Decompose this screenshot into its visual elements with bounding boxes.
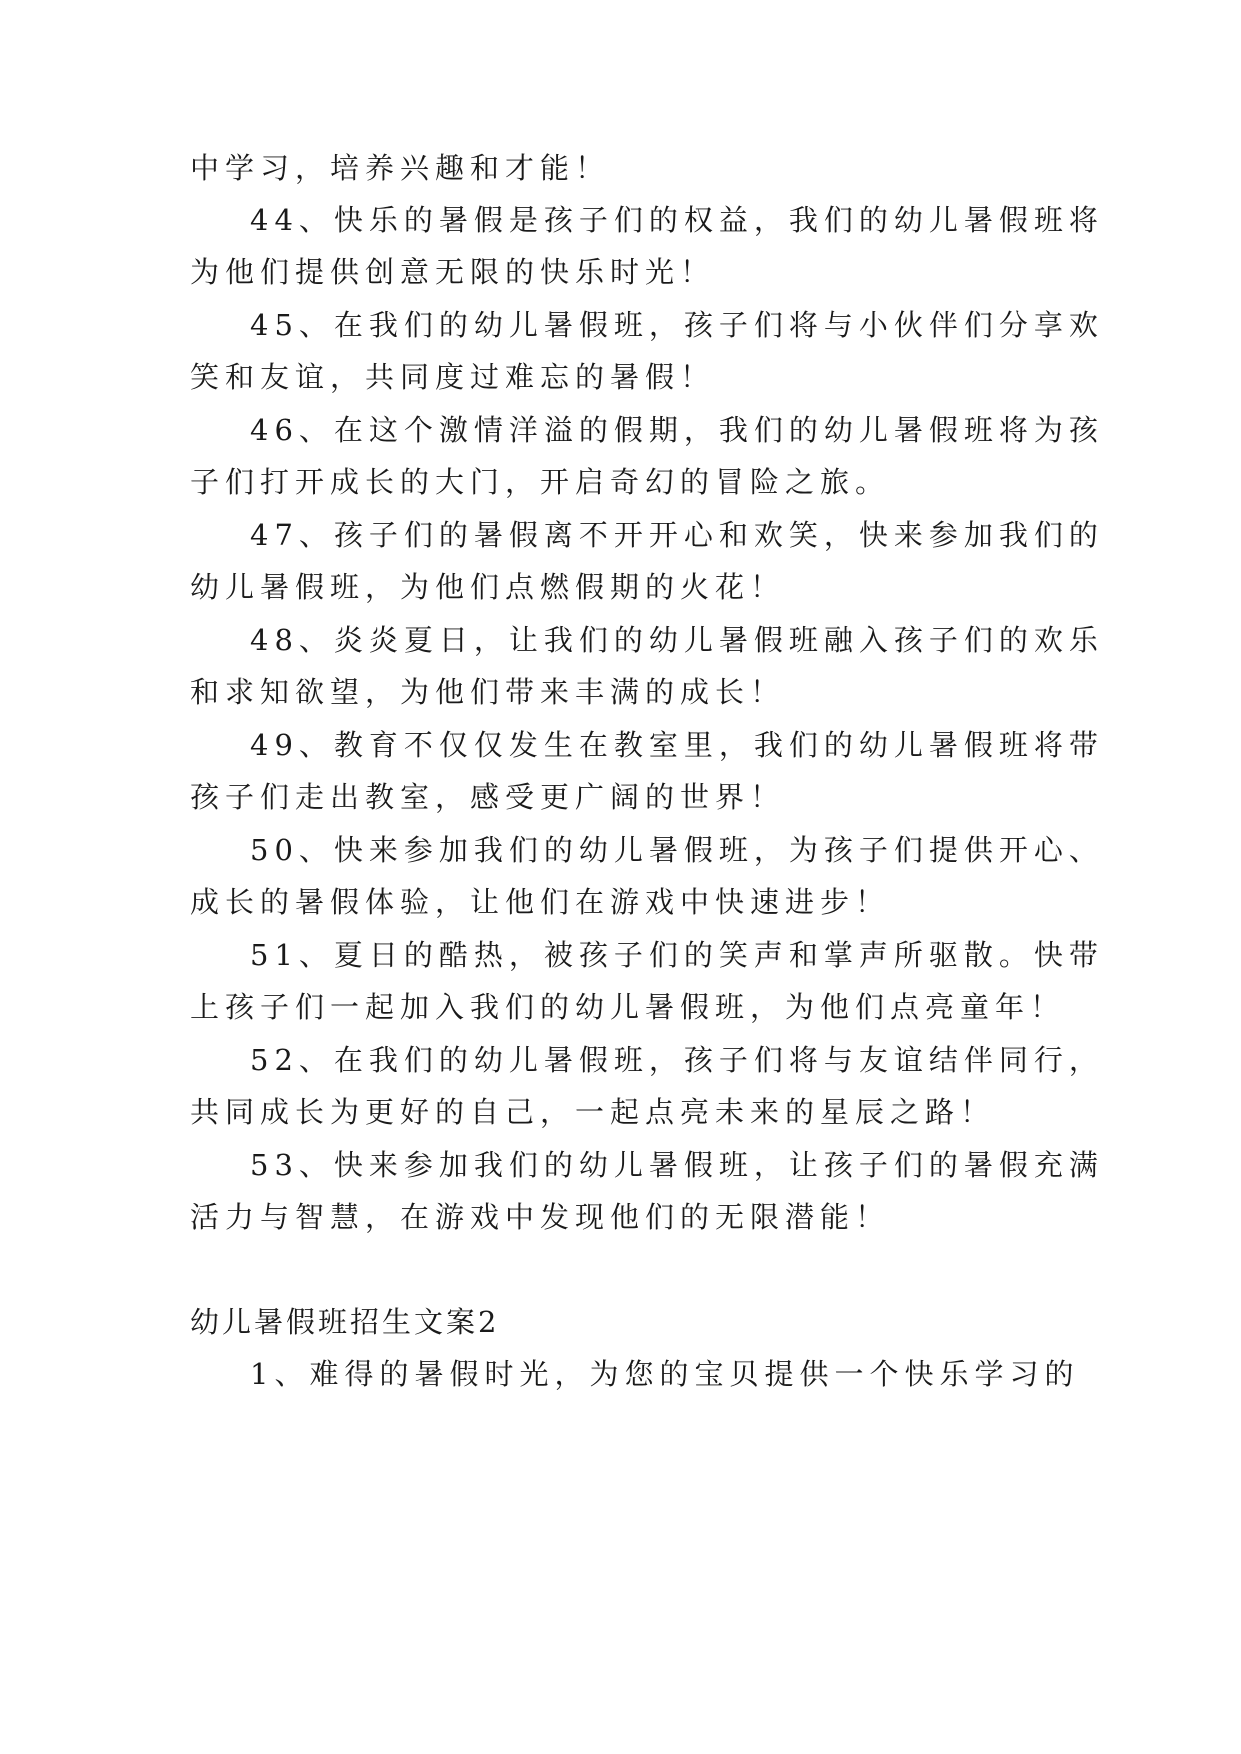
item-50-line-1: 50、快来参加我们的幼儿暑假班，为孩子们提供开心、 [250,833,1104,867]
item-52-line-1: 52、在我们的幼儿暑假班，孩子们将与友谊结伴同行， [250,1043,1104,1077]
item-51-line-2: 上孩子们一起加入我们的幼儿暑假班，为他们点亮童年！ [190,990,1066,1024]
intro-tail-line: 中学习，培养兴趣和才能！ [190,151,611,185]
item-46-line-2: 子们打开成长的大门，开启奇幻的冒险之旅。 [190,465,891,499]
item-49-line-2: 孩子们走出教室，感受更广阔的世界！ [190,780,786,814]
item-49-line-1: 49、教育不仅仅发生在教室里，我们的幼儿暑假班将带 [250,728,1104,762]
item-47-line-2: 幼儿暑假班，为他们点燃假期的火花！ [190,570,786,604]
item-48-line-2: 和求知欲望，为他们带来丰满的成长！ [190,675,786,709]
section-item-1-line-1: 1、难得的暑假时光，为您的宝贝提供一个快乐学习的 [250,1357,1080,1391]
item-46-line-1: 46、在这个激情洋溢的假期，我们的幼儿暑假班将为孩 [250,413,1104,447]
section-title: 幼儿暑假班招生文案2 [190,1305,500,1339]
item-51-line-1: 51、夏日的酷热，被孩子们的笑声和掌声所驱散。快带 [250,938,1104,972]
item-44-line-1: 44、快乐的暑假是孩子们的权益，我们的幼儿暑假班将 [250,203,1104,237]
item-48-line-1: 48、炎炎夏日，让我们的幼儿暑假班融入孩子们的欢乐 [250,623,1104,657]
item-53-line-2: 活力与智慧，在游戏中发现他们的无限潜能！ [190,1200,891,1234]
item-50-line-2: 成长的暑假体验，让他们在游戏中快速进步！ [190,885,891,919]
item-44-line-2: 为他们提供创意无限的快乐时光！ [190,255,716,289]
item-53-line-1: 53、快来参加我们的幼儿暑假班，让孩子们的暑假充满 [250,1148,1104,1182]
item-45-line-1: 45、在我们的幼儿暑假班，孩子们将与小伙伴们分享欢 [250,308,1104,342]
item-45-line-2: 笑和友谊，共同度过难忘的暑假！ [190,360,716,394]
item-47-line-1: 47、孩子们的暑假离不开开心和欢笑，快来参加我们的 [250,518,1104,552]
item-52-line-2: 共同成长为更好的自己，一起点亮未来的星辰之路！ [190,1095,996,1129]
